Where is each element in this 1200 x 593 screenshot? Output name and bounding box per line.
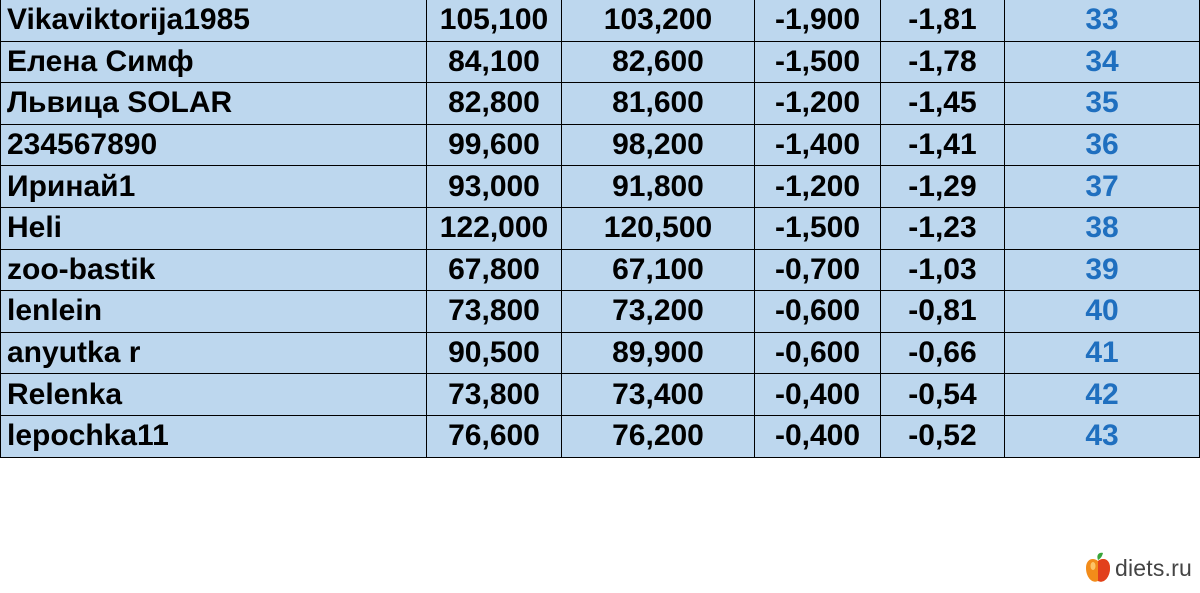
current-weight-cell: 73,400 — [562, 374, 755, 416]
current-weight-cell: 120,500 — [562, 207, 755, 249]
start-weight-cell: 122,000 — [427, 207, 562, 249]
weight-difference-cell: -0,600 — [755, 291, 881, 333]
participant-name-cell: Иринай1 — [1, 166, 427, 208]
percent-change-cell: -1,41 — [881, 124, 1005, 166]
percent-change-cell: -0,52 — [881, 415, 1005, 457]
table-row — [1, 166, 1200, 208]
rank-cell: 38 — [1005, 207, 1200, 249]
rank-cell: 34 — [1005, 41, 1200, 83]
rank-cell: 39 — [1005, 249, 1200, 291]
participant-name-cell: Relenka — [1, 374, 427, 416]
rank-cell: 36 — [1005, 124, 1200, 166]
participant-name-cell: lenlein — [1, 291, 427, 333]
weight-difference-cell: -1,500 — [755, 207, 881, 249]
watermark-text: diets.ru — [1114, 554, 1192, 581]
table-row — [1, 83, 1200, 125]
weight-difference-cell: -0,400 — [755, 415, 881, 457]
apple-icon — [1084, 551, 1112, 585]
current-weight-cell: 76,200 — [562, 415, 755, 457]
participant-name-cell: Heli — [1, 207, 427, 249]
weight-difference-cell: -0,700 — [755, 249, 881, 291]
start-weight-cell: 90,500 — [427, 332, 562, 374]
table-row — [1, 249, 1200, 291]
participant-name-cell: anyutka r — [1, 332, 427, 374]
rank-cell: 42 — [1005, 374, 1200, 416]
participant-name-cell: 234567890 — [1, 124, 427, 166]
table-row — [1, 291, 1200, 333]
current-weight-cell: 73,200 — [562, 291, 755, 333]
current-weight-cell: 82,600 — [562, 41, 755, 83]
weight-difference-cell: -1,200 — [755, 166, 881, 208]
rank-cell: 43 — [1005, 415, 1200, 457]
current-weight-cell: 91,800 — [562, 166, 755, 208]
participant-name-cell: Львица SOLAR — [1, 83, 427, 125]
percent-change-cell: -1,03 — [881, 249, 1005, 291]
table-row — [1, 415, 1200, 457]
rank-cell: 37 — [1005, 166, 1200, 208]
participant-name-cell: lepochka11 — [1, 415, 427, 457]
start-weight-cell: 105,100 — [427, 0, 562, 41]
participant-name-cell: Елена Симф — [1, 41, 427, 83]
weight-difference-cell: -0,400 — [755, 374, 881, 416]
start-weight-cell: 99,600 — [427, 124, 562, 166]
weight-difference-cell: -1,900 — [755, 0, 881, 41]
start-weight-cell: 67,800 — [427, 249, 562, 291]
table-row — [1, 207, 1200, 249]
weight-difference-cell: -0,600 — [755, 332, 881, 374]
participant-name-cell: Vikaviktorija1985 — [1, 0, 427, 41]
table-row — [1, 332, 1200, 374]
table-row — [1, 41, 1200, 83]
percent-change-cell: -0,66 — [881, 332, 1005, 374]
table-row — [1, 0, 1200, 41]
current-weight-cell: 67,100 — [562, 249, 755, 291]
percent-change-cell: -1,29 — [881, 166, 1005, 208]
diets-ru-watermark — [1084, 551, 1192, 585]
percent-change-cell: -0,81 — [881, 291, 1005, 333]
weight-difference-cell: -1,400 — [755, 124, 881, 166]
current-weight-cell: 98,200 — [562, 124, 755, 166]
weight-difference-cell: -1,200 — [755, 83, 881, 125]
participant-name-cell: zoo-bastik — [1, 249, 427, 291]
start-weight-cell: 84,100 — [427, 41, 562, 83]
ranking-table-body — [1, 0, 1200, 457]
current-weight-cell: 103,200 — [562, 0, 755, 41]
percent-change-cell: -1,23 — [881, 207, 1005, 249]
percent-change-cell: -1,78 — [881, 41, 1005, 83]
current-weight-cell: 89,900 — [562, 332, 755, 374]
percent-change-cell: -1,81 — [881, 0, 1005, 41]
rank-cell: 35 — [1005, 83, 1200, 125]
percent-change-cell: -0,54 — [881, 374, 1005, 416]
start-weight-cell: 82,800 — [427, 83, 562, 125]
current-weight-cell: 81,600 — [562, 83, 755, 125]
start-weight-cell: 73,800 — [427, 374, 562, 416]
rank-cell: 40 — [1005, 291, 1200, 333]
weight-difference-cell: -1,500 — [755, 41, 881, 83]
start-weight-cell: 93,000 — [427, 166, 562, 208]
percent-change-cell: -1,45 — [881, 83, 1005, 125]
start-weight-cell: 73,800 — [427, 291, 562, 333]
rank-cell: 41 — [1005, 332, 1200, 374]
table-row — [1, 374, 1200, 416]
rank-cell: 33 — [1005, 0, 1200, 41]
table-row — [1, 124, 1200, 166]
start-weight-cell: 76,600 — [427, 415, 562, 457]
